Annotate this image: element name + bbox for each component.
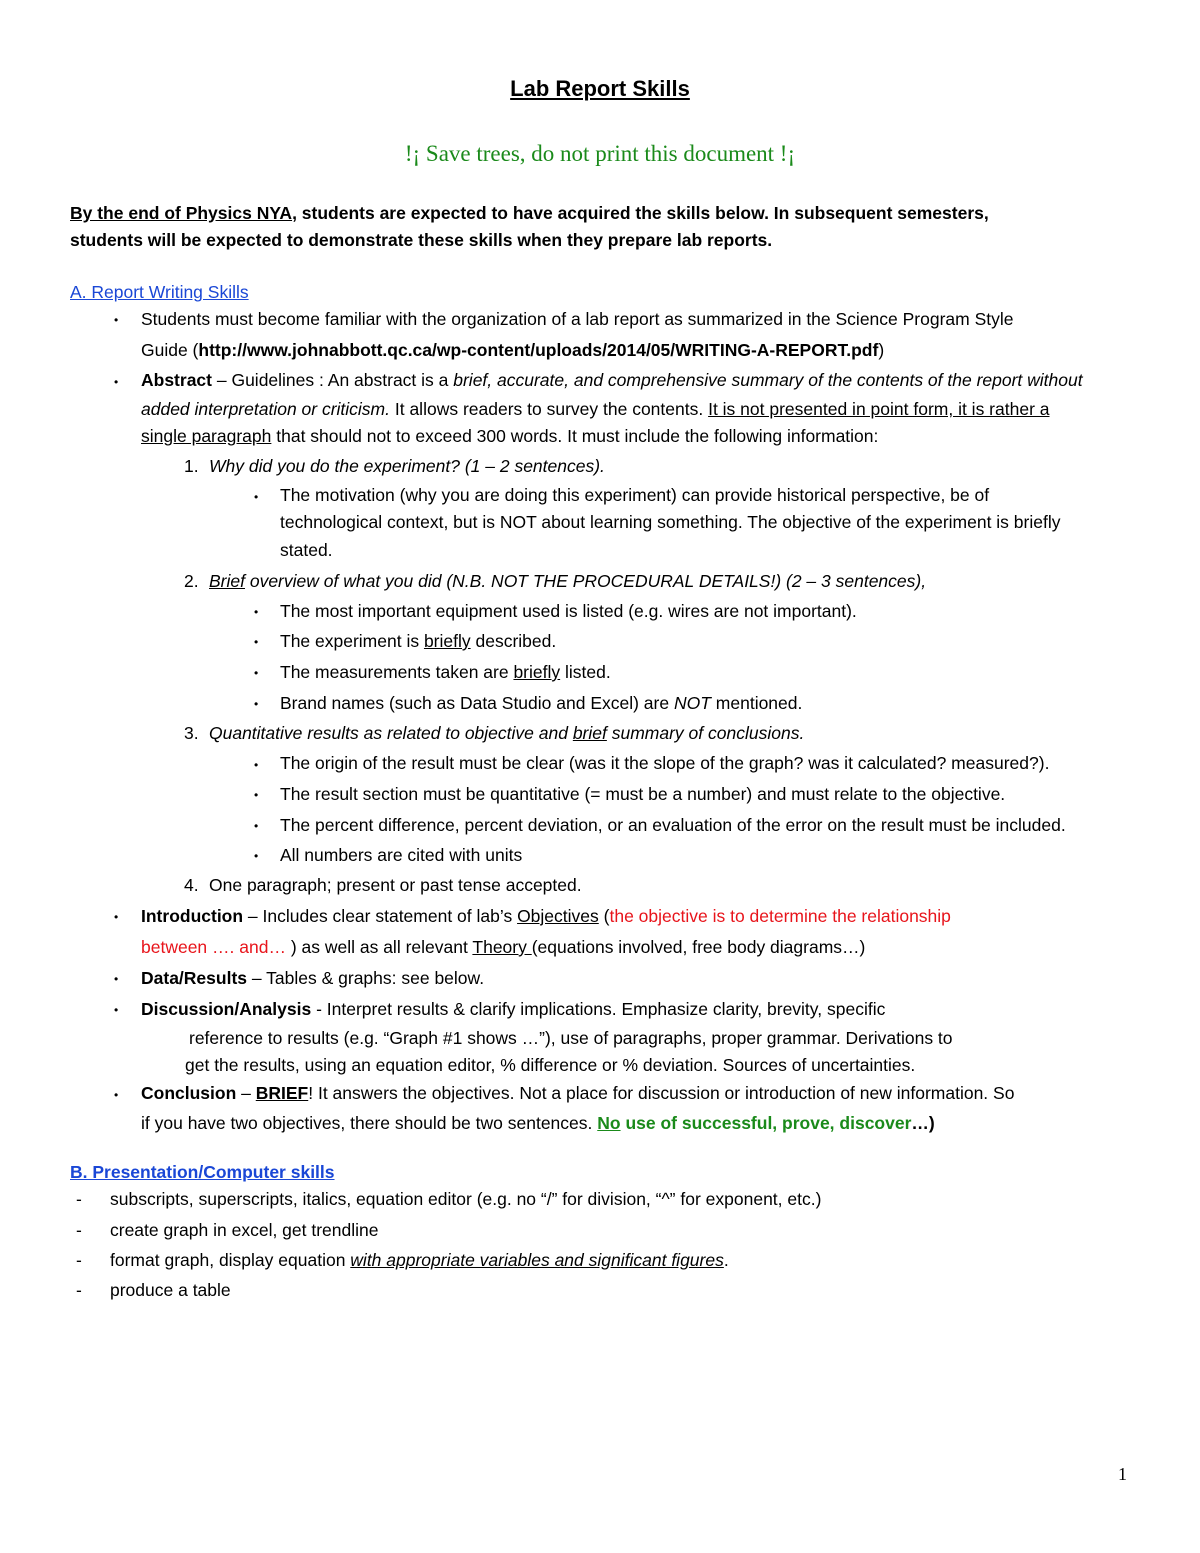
save-trees-notice: !¡ Save trees, do not print this document !¡ <box>404 141 796 166</box>
style-guide-link[interactable]: http://www.johnabbott.qc.ca/wp-content/uploads/2014/05/WRITING-A-REPORT.pdf <box>198 340 879 360</box>
introduction-line-1: Introduction – Includes clear statement of lab’s Objectives (the objective is to determine the relationship <box>141 906 951 926</box>
item-2-bullet-2: The experiment is briefly described. <box>280 631 557 651</box>
section-b-heading: B. Presentation/Computer skills <box>70 1162 335 1182</box>
conclusion-label: Conclusion <box>141 1083 237 1103</box>
bullet-icon: • <box>254 788 259 802</box>
item-2-bullet-3: The measurements taken are briefly listed. <box>280 662 611 682</box>
data-results-label: Data/Results <box>141 968 248 988</box>
item-1-number: 1. <box>184 456 199 476</box>
item-3-number: 3. <box>184 723 199 743</box>
item-2-number: 2. <box>184 571 199 591</box>
bullet-icon: • <box>254 635 259 649</box>
item-3-bullet-1: The origin of the result must be clear (was it the slope of the graph? was it calculated? measured?). <box>280 753 1050 773</box>
dash-marker: - <box>76 1280 82 1300</box>
item-2-text: Brief overview of what you did (N.B. NOT THE PROCEDURAL DETAILS!) (2 – 3 sentences), <box>209 571 927 591</box>
abstract-line-3: single paragraph that should not to exceed 300 words. It must include the following information: <box>141 426 879 446</box>
item-2-bullet-1: The most important equipment used is listed (e.g. wires are not important). <box>280 601 857 621</box>
computer-skill-2: create graph in excel, get trendline <box>110 1220 379 1240</box>
item-4-text: One paragraph; present or past tense accepted. <box>209 875 582 895</box>
item-1-sub-line-1: The motivation (why you are doing this experiment) can provide historical perspective, be of <box>280 485 990 505</box>
item-3-bullet-2: The result section must be quantitative (= must be a number) and must relate to the objective. <box>280 784 1006 804</box>
bullet-icon: • <box>254 490 259 504</box>
item-3-bullet-3: The percent difference, percent deviation, or an evaluation of the error on the result must be included. <box>280 815 1066 835</box>
discussion-label: Discussion/Analysis <box>141 999 312 1019</box>
bullet-icon: • <box>254 666 259 680</box>
bullet-icon: • <box>254 849 259 863</box>
bullet-icon: • <box>114 313 119 327</box>
conclusion-line-2: if you have two objectives, there should be two sentences. No use of successful, prove, discover…) <box>141 1113 935 1133</box>
section-a-heading: A. Report Writing Skills <box>70 282 249 302</box>
introduction-label: Introduction <box>141 906 244 926</box>
dash-marker: - <box>76 1220 82 1240</box>
bullet-icon: • <box>114 972 119 986</box>
discussion-line-2: reference to results (e.g. “Graph #1 shows …”), use of paragraphs, proper grammar. Derivations to <box>189 1028 953 1048</box>
bullet-icon: • <box>114 1088 119 1102</box>
bullet-icon: • <box>114 910 119 924</box>
data-results-line: Data/Results – Tables & graphs: see below. <box>141 968 485 988</box>
item-2-bullet-4: Brand names (such as Data Studio and Excel) are NOT mentioned. <box>280 693 803 713</box>
conclusion-line-1: Conclusion – BRIEF! It answers the objectives. Not a place for discussion or introduction of new information. So <box>141 1083 1015 1103</box>
abstract-line-2: added interpretation or criticism. It allows readers to survey the contents. It is not presented in point form, it is rather a <box>141 399 1050 419</box>
page-title: Lab Report Skills <box>510 76 690 101</box>
intro-line-2: students will be expected to demonstrate these skills when they prepare lab reports. <box>70 230 773 250</box>
abstract-line-1: Abstract – Guidelines : An abstract is a brief, accurate, and comprehensive summary of the contents of the report without <box>141 370 1083 390</box>
bullet-icon: • <box>254 697 259 711</box>
discussion-line-1: Discussion/Analysis - Interpret results & clarify implications. Emphasize clarity, brevity, specific <box>141 999 886 1019</box>
bullet-icon: • <box>114 375 119 389</box>
computer-skill-4: produce a table <box>110 1280 231 1300</box>
item-1-sub-line-2: technological context, but is NOT about learning something. The objective of the experiment is briefly <box>280 512 1061 532</box>
introduction-line-2: between …. and… ) as well as all relevant Theory (equations involved, free body diagrams…) <box>141 937 866 957</box>
bullet-icon: • <box>254 605 259 619</box>
style-guide-line-1: Students must become familiar with the organization of a lab report as summarized in the Science Program Style <box>141 309 1014 329</box>
bullet-icon: • <box>114 1003 119 1017</box>
bullet-icon: • <box>254 758 259 772</box>
item-1-text: Why did you do the experiment? (1 – 2 sentences). <box>209 456 605 476</box>
item-3-text: Quantitative results as related to objective and brief summary of conclusions. <box>209 723 805 743</box>
abstract-label: Abstract <box>141 370 212 390</box>
item-1-sub-line-3: stated. <box>280 540 333 560</box>
discussion-line-3: get the results, using an equation editor, % difference or % deviation. Sources of uncertainties. <box>185 1055 916 1075</box>
intro-course: By the end of Physics NYA <box>70 203 293 223</box>
bullet-icon: • <box>254 819 259 833</box>
computer-skill-1: subscripts, superscripts, italics, equation editor (e.g. no “/” for division, “^” for exponent, etc.) <box>110 1189 822 1209</box>
intro-line-1: By the end of Physics NYA, students are expected to have acquired the skills below. In subsequent semesters, <box>70 203 989 223</box>
dash-marker: - <box>76 1189 82 1209</box>
item-3-bullet-4: All numbers are cited with units <box>280 845 523 865</box>
dash-marker: - <box>76 1250 82 1270</box>
computer-skill-3: format graph, display equation with appropriate variables and significant figures. <box>110 1250 729 1270</box>
page-number: 1 <box>1118 1464 1127 1484</box>
item-4-number: 4. <box>184 875 199 895</box>
style-guide-line-2: Guide (http://www.johnabbott.qc.ca/wp-content/uploads/2014/05/WRITING-A-REPORT.pdf) <box>141 340 885 360</box>
